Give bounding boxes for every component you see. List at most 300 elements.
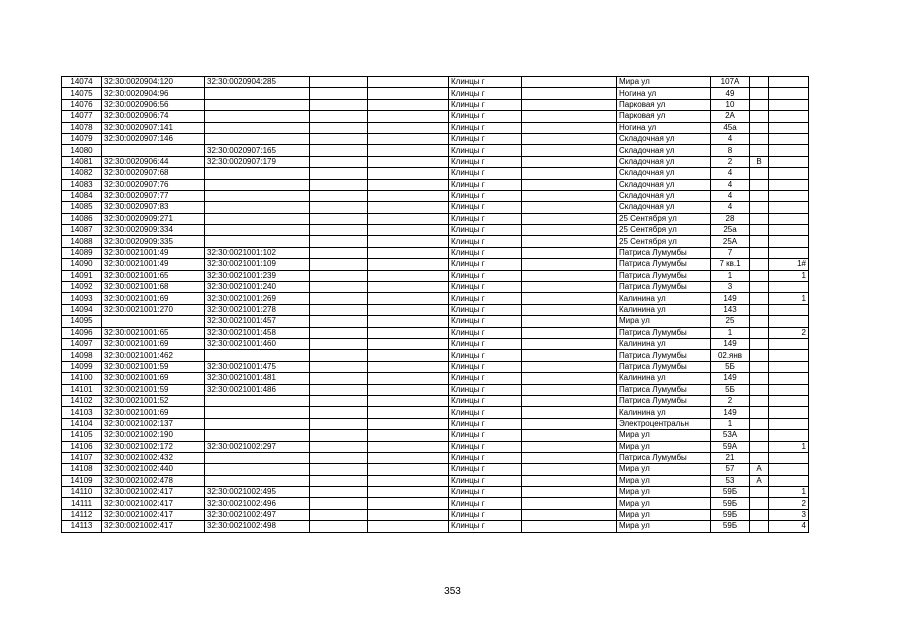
cell-cadastral-number-2	[205, 464, 310, 475]
table-row	[62, 156, 809, 167]
cell-apartment	[769, 168, 809, 179]
cell-house-number: 25А	[711, 236, 750, 247]
cell-extra-col-2	[368, 99, 449, 110]
cell-house-number: 149	[711, 373, 750, 384]
cell-extra-col-1	[310, 304, 368, 315]
cell-extra-col-2	[368, 464, 449, 475]
cell-building-letter	[750, 282, 769, 293]
cell-extra-col-1	[310, 99, 368, 110]
cell-cadastral-number-2	[205, 418, 310, 429]
cell-cadastral-number-2: 32:30:0021001:102	[205, 247, 310, 258]
table-row	[62, 475, 809, 486]
cell-street: Мира ул	[617, 464, 711, 475]
cell-extra-col-1	[310, 452, 368, 463]
cell-building-letter	[750, 179, 769, 190]
cell-cadastral-number-2: 32:30:0021002:495	[205, 487, 310, 498]
cell-cadastral-number: 32:30:0020906:56	[102, 99, 205, 110]
cell-extra-col-2	[368, 475, 449, 486]
cell-street: Складочная ул	[617, 145, 711, 156]
cell-apartment	[769, 236, 809, 247]
table-row	[62, 316, 809, 327]
cell-extra-col-3	[522, 213, 617, 224]
cell-row-number: 14075	[62, 88, 102, 99]
cell-row-number: 14076	[62, 99, 102, 110]
cell-cadastral-number: 32:30:0020907:77	[102, 190, 205, 201]
cell-extra-col-2	[368, 156, 449, 167]
cell-apartment: 2	[769, 327, 809, 338]
cell-city: Клинцы г	[449, 190, 522, 201]
cell-building-letter	[750, 361, 769, 372]
cell-row-number: 14090	[62, 259, 102, 270]
table-row	[62, 145, 809, 156]
cell-apartment	[769, 407, 809, 418]
cell-cadastral-number: 32:30:0021001:462	[102, 350, 205, 361]
cell-row-number: 14081	[62, 156, 102, 167]
cell-extra-col-3	[522, 133, 617, 144]
cell-house-number: 28	[711, 213, 750, 224]
cell-city: Клинцы г	[449, 430, 522, 441]
cell-extra-col-2	[368, 350, 449, 361]
cell-extra-col-2	[368, 168, 449, 179]
cell-row-number: 14082	[62, 168, 102, 179]
cell-city: Клинцы г	[449, 145, 522, 156]
cell-row-number: 14095	[62, 316, 102, 327]
cell-cadastral-number-2	[205, 111, 310, 122]
table-row	[62, 384, 809, 395]
cell-cadastral-number: 32:30:0021001:65	[102, 327, 205, 338]
cell-building-letter	[750, 487, 769, 498]
cell-cadastral-number: 32:30:0020909:271	[102, 213, 205, 224]
cell-cadastral-number: 32:30:0021001:65	[102, 270, 205, 281]
cell-cadastral-number-2: 32:30:0021001:239	[205, 270, 310, 281]
cell-building-letter	[750, 338, 769, 349]
cell-building-letter	[750, 77, 769, 88]
table-row	[62, 430, 809, 441]
table-row	[62, 179, 809, 190]
cell-extra-col-1	[310, 350, 368, 361]
cell-extra-col-3	[522, 498, 617, 509]
cell-row-number: 14108	[62, 464, 102, 475]
cell-apartment	[769, 338, 809, 349]
cell-row-number: 14105	[62, 430, 102, 441]
cell-extra-col-3	[522, 384, 617, 395]
cell-city: Клинцы г	[449, 156, 522, 167]
cell-extra-col-3	[522, 475, 617, 486]
cell-row-number: 14107	[62, 452, 102, 463]
cell-house-number: 02.янв	[711, 350, 750, 361]
cell-cadastral-number-2: 32:30:0021001:457	[205, 316, 310, 327]
cell-city: Клинцы г	[449, 361, 522, 372]
cell-cadastral-number-2: 32:30:0020907:165	[205, 145, 310, 156]
cell-apartment	[769, 282, 809, 293]
cell-extra-col-1	[310, 122, 368, 133]
table-row	[62, 338, 809, 349]
cell-apartment	[769, 179, 809, 190]
cell-street: Складочная ул	[617, 190, 711, 201]
cell-building-letter	[750, 441, 769, 452]
cell-city: Клинцы г	[449, 487, 522, 498]
table-row	[62, 213, 809, 224]
cell-house-number: 2А	[711, 111, 750, 122]
cell-cadastral-number-2: 32:30:0021002:498	[205, 521, 310, 532]
cell-cadastral-number-2: 32:30:0021001:269	[205, 293, 310, 304]
cell-house-number: 53А	[711, 430, 750, 441]
cell-city: Клинцы г	[449, 395, 522, 406]
cell-extra-col-1	[310, 327, 368, 338]
cell-house-number: 1	[711, 270, 750, 281]
cell-extra-col-2	[368, 407, 449, 418]
cell-extra-col-3	[522, 304, 617, 315]
cell-street: Патриса Лумумбы	[617, 350, 711, 361]
cell-row-number: 14097	[62, 338, 102, 349]
cell-extra-col-3	[522, 441, 617, 452]
cell-extra-col-3	[522, 247, 617, 258]
table-body	[62, 77, 809, 533]
cell-cadastral-number-2	[205, 407, 310, 418]
cell-apartment: 1	[769, 293, 809, 304]
cell-cadastral-number: 32:30:0020907:141	[102, 122, 205, 133]
cell-city: Клинцы г	[449, 350, 522, 361]
cell-city: Клинцы г	[449, 464, 522, 475]
cell-extra-col-2	[368, 282, 449, 293]
cell-extra-col-2	[368, 521, 449, 532]
cell-house-number: 3	[711, 282, 750, 293]
cell-building-letter	[750, 145, 769, 156]
cell-extra-col-2	[368, 179, 449, 190]
cell-extra-col-3	[522, 452, 617, 463]
cell-street: Калинина ул	[617, 373, 711, 384]
cell-building-letter	[750, 168, 769, 179]
cell-city: Клинцы г	[449, 373, 522, 384]
cell-street: Ногина ул	[617, 88, 711, 99]
cell-extra-col-3	[522, 430, 617, 441]
cell-extra-col-2	[368, 316, 449, 327]
data-table-container	[61, 76, 809, 533]
cell-building-letter	[750, 213, 769, 224]
cell-extra-col-1	[310, 316, 368, 327]
cell-apartment	[769, 464, 809, 475]
cell-building-letter	[750, 133, 769, 144]
cell-apartment	[769, 350, 809, 361]
cell-apartment	[769, 316, 809, 327]
cell-extra-col-1	[310, 225, 368, 236]
cell-extra-col-3	[522, 487, 617, 498]
table-row	[62, 464, 809, 475]
cell-city: Клинцы г	[449, 247, 522, 258]
cell-extra-col-2	[368, 384, 449, 395]
cell-cadastral-number-2: 32:30:0021001:278	[205, 304, 310, 315]
cell-extra-col-1	[310, 430, 368, 441]
cell-cadastral-number-2: 32:30:0021002:497	[205, 509, 310, 520]
cell-street: Патриса Лумумбы	[617, 282, 711, 293]
cell-city: Клинцы г	[449, 293, 522, 304]
cell-row-number: 14077	[62, 111, 102, 122]
cell-building-letter	[750, 111, 769, 122]
cell-house-number: 25а	[711, 225, 750, 236]
cell-apartment: 1	[769, 487, 809, 498]
cell-apartment	[769, 373, 809, 384]
cell-apartment	[769, 384, 809, 395]
cell-city: Клинцы г	[449, 282, 522, 293]
cell-building-letter	[750, 384, 769, 395]
cell-street: Парковая ул	[617, 99, 711, 110]
cell-street: Мира ул	[617, 441, 711, 452]
cell-house-number: 7	[711, 247, 750, 258]
cell-cadastral-number-2	[205, 225, 310, 236]
cell-extra-col-3	[522, 168, 617, 179]
cell-street: Мира ул	[617, 316, 711, 327]
cell-building-letter	[750, 509, 769, 520]
cell-cadastral-number-2	[205, 350, 310, 361]
cell-extra-col-3	[522, 270, 617, 281]
table-row	[62, 247, 809, 258]
table-row	[62, 88, 809, 99]
cell-extra-col-1	[310, 145, 368, 156]
cell-apartment	[769, 430, 809, 441]
table-row	[62, 373, 809, 384]
cell-building-letter	[750, 122, 769, 133]
cell-building-letter	[750, 373, 769, 384]
cell-extra-col-2	[368, 259, 449, 270]
cell-cadastral-number-2: 32:30:0020907:179	[205, 156, 310, 167]
cell-city: Клинцы г	[449, 111, 522, 122]
cell-extra-col-2	[368, 509, 449, 520]
cell-cadastral-number	[102, 316, 205, 327]
cell-building-letter	[750, 350, 769, 361]
cell-apartment	[769, 133, 809, 144]
cell-apartment	[769, 475, 809, 486]
cell-row-number: 14103	[62, 407, 102, 418]
cell-city: Клинцы г	[449, 509, 522, 520]
cell-extra-col-2	[368, 373, 449, 384]
cell-street: Патриса Лумумбы	[617, 452, 711, 463]
table-row	[62, 327, 809, 338]
cell-row-number: 14084	[62, 190, 102, 201]
cell-city: Клинцы г	[449, 259, 522, 270]
cell-city: Клинцы г	[449, 418, 522, 429]
cell-row-number: 14078	[62, 122, 102, 133]
cell-building-letter	[750, 247, 769, 258]
cell-extra-col-1	[310, 509, 368, 520]
cell-extra-col-3	[522, 418, 617, 429]
cell-extra-col-1	[310, 270, 368, 281]
cell-cadastral-number: 32:30:0021001:52	[102, 395, 205, 406]
cell-building-letter	[750, 521, 769, 532]
table-row	[62, 77, 809, 88]
cell-building-letter: А	[750, 464, 769, 475]
cell-row-number: 14092	[62, 282, 102, 293]
cell-building-letter	[750, 316, 769, 327]
cell-cadastral-number: 32:30:0021001:69	[102, 407, 205, 418]
cell-cadastral-number-2: 32:30:0021001:458	[205, 327, 310, 338]
cell-extra-col-2	[368, 122, 449, 133]
cell-extra-col-2	[368, 441, 449, 452]
cell-cadastral-number-2	[205, 236, 310, 247]
cell-cadastral-number: 32:30:0021001:59	[102, 361, 205, 372]
cell-extra-col-3	[522, 88, 617, 99]
cell-extra-col-3	[522, 373, 617, 384]
table-row	[62, 133, 809, 144]
cell-apartment	[769, 361, 809, 372]
cell-city: Клинцы г	[449, 88, 522, 99]
cell-cadastral-number-2	[205, 430, 310, 441]
cell-extra-col-2	[368, 190, 449, 201]
cell-street: Патриса Лумумбы	[617, 327, 711, 338]
cell-apartment	[769, 77, 809, 88]
cell-extra-col-1	[310, 361, 368, 372]
cell-house-number: 149	[711, 338, 750, 349]
cell-cadastral-number: 32:30:0021002:190	[102, 430, 205, 441]
cell-row-number: 14109	[62, 475, 102, 486]
table-row	[62, 225, 809, 236]
cell-city: Клинцы г	[449, 122, 522, 133]
cell-extra-col-3	[522, 327, 617, 338]
table-row	[62, 122, 809, 133]
cell-extra-col-2	[368, 77, 449, 88]
table-row	[62, 395, 809, 406]
cell-cadastral-number: 32:30:0020906:74	[102, 111, 205, 122]
cell-cadastral-number-2	[205, 179, 310, 190]
cell-street: Парковая ул	[617, 111, 711, 122]
cell-cadastral-number-2: 32:30:0021002:496	[205, 498, 310, 509]
cell-extra-col-2	[368, 498, 449, 509]
cell-extra-col-1	[310, 111, 368, 122]
cell-extra-col-3	[522, 464, 617, 475]
cell-apartment	[769, 225, 809, 236]
cell-city: Клинцы г	[449, 179, 522, 190]
cell-extra-col-1	[310, 236, 368, 247]
cell-cadastral-number: 32:30:0021001:270	[102, 304, 205, 315]
cell-house-number: 4	[711, 133, 750, 144]
cell-city: Клинцы г	[449, 521, 522, 532]
cell-row-number: 14086	[62, 213, 102, 224]
cell-street: Мира ул	[617, 521, 711, 532]
cell-street: Мира ул	[617, 509, 711, 520]
cell-extra-col-2	[368, 202, 449, 213]
cell-street: Калинина ул	[617, 338, 711, 349]
cell-apartment	[769, 88, 809, 99]
cell-cadastral-number-2: 32:30:0021002:297	[205, 441, 310, 452]
cell-building-letter: В	[750, 156, 769, 167]
cell-row-number: 14104	[62, 418, 102, 429]
cell-cadastral-number-2	[205, 202, 310, 213]
cell-house-number: 149	[711, 407, 750, 418]
cell-extra-col-2	[368, 430, 449, 441]
cell-cadastral-number: 32:30:0020907:68	[102, 168, 205, 179]
cell-city: Клинцы г	[449, 168, 522, 179]
cell-extra-col-3	[522, 111, 617, 122]
cell-extra-col-3	[522, 156, 617, 167]
table-row	[62, 498, 809, 509]
cell-house-number: 143	[711, 304, 750, 315]
cell-cadastral-number: 32:30:0021002:172	[102, 441, 205, 452]
cell-extra-col-2	[368, 133, 449, 144]
cell-cadastral-number: 32:30:0021002:137	[102, 418, 205, 429]
table-row	[62, 259, 809, 270]
cell-apartment	[769, 99, 809, 110]
cell-house-number: 59Б	[711, 498, 750, 509]
cell-house-number: 21	[711, 452, 750, 463]
cell-apartment	[769, 122, 809, 133]
cell-extra-col-3	[522, 179, 617, 190]
cell-apartment	[769, 190, 809, 201]
cell-cadastral-number: 32:30:0021002:478	[102, 475, 205, 486]
cell-street: Патриса Лумумбы	[617, 270, 711, 281]
cell-street: Патриса Лумумбы	[617, 384, 711, 395]
cell-row-number: 14083	[62, 179, 102, 190]
cell-extra-col-2	[368, 304, 449, 315]
cell-street: Ногина ул	[617, 122, 711, 133]
cell-building-letter	[750, 190, 769, 201]
table-row	[62, 350, 809, 361]
cell-city: Клинцы г	[449, 77, 522, 88]
cell-row-number: 14074	[62, 77, 102, 88]
cell-cadastral-number-2	[205, 122, 310, 133]
cell-apartment	[769, 418, 809, 429]
cell-apartment: 2	[769, 498, 809, 509]
cell-extra-col-3	[522, 350, 617, 361]
cell-city: Клинцы г	[449, 338, 522, 349]
cell-extra-col-1	[310, 88, 368, 99]
cell-extra-col-2	[368, 111, 449, 122]
cell-row-number: 14098	[62, 350, 102, 361]
cell-cadastral-number: 32:30:0021001:69	[102, 293, 205, 304]
cell-city: Клинцы г	[449, 236, 522, 247]
cell-apartment: 1	[769, 270, 809, 281]
cell-apartment	[769, 145, 809, 156]
cell-extra-col-3	[522, 190, 617, 201]
cell-city: Клинцы г	[449, 99, 522, 110]
cell-cadastral-number-2: 32:30:0021001:481	[205, 373, 310, 384]
cell-city: Клинцы г	[449, 202, 522, 213]
cell-cadastral-number-2	[205, 133, 310, 144]
cell-extra-col-1	[310, 293, 368, 304]
cell-cadastral-number-2	[205, 168, 310, 179]
cell-cadastral-number: 32:30:0021001:59	[102, 384, 205, 395]
cell-apartment: 1	[769, 441, 809, 452]
cell-row-number: 14099	[62, 361, 102, 372]
cell-row-number: 14111	[62, 498, 102, 509]
cell-extra-col-3	[522, 361, 617, 372]
cell-row-number: 14101	[62, 384, 102, 395]
cell-extra-col-3	[522, 407, 617, 418]
table-row	[62, 487, 809, 498]
table-row	[62, 452, 809, 463]
cell-building-letter	[750, 225, 769, 236]
cell-extra-col-2	[368, 270, 449, 281]
cell-street: 25 Сентября ул	[617, 225, 711, 236]
cell-extra-col-3	[522, 77, 617, 88]
cell-house-number: 1	[711, 418, 750, 429]
cell-city: Клинцы г	[449, 304, 522, 315]
cell-city: Клинцы г	[449, 213, 522, 224]
cell-extra-col-1	[310, 179, 368, 190]
cell-apartment	[769, 156, 809, 167]
cell-extra-col-3	[522, 509, 617, 520]
table-row	[62, 293, 809, 304]
cell-street: Электроцентральн	[617, 418, 711, 429]
cell-cadastral-number: 32:30:0021001:49	[102, 259, 205, 270]
cell-apartment	[769, 202, 809, 213]
cell-street: 25 Сентября ул	[617, 236, 711, 247]
cell-building-letter	[750, 99, 769, 110]
cell-extra-col-2	[368, 418, 449, 429]
table-row	[62, 99, 809, 110]
cell-house-number: 1	[711, 327, 750, 338]
cell-house-number: 149	[711, 293, 750, 304]
cell-extra-col-1	[310, 259, 368, 270]
cell-apartment	[769, 452, 809, 463]
